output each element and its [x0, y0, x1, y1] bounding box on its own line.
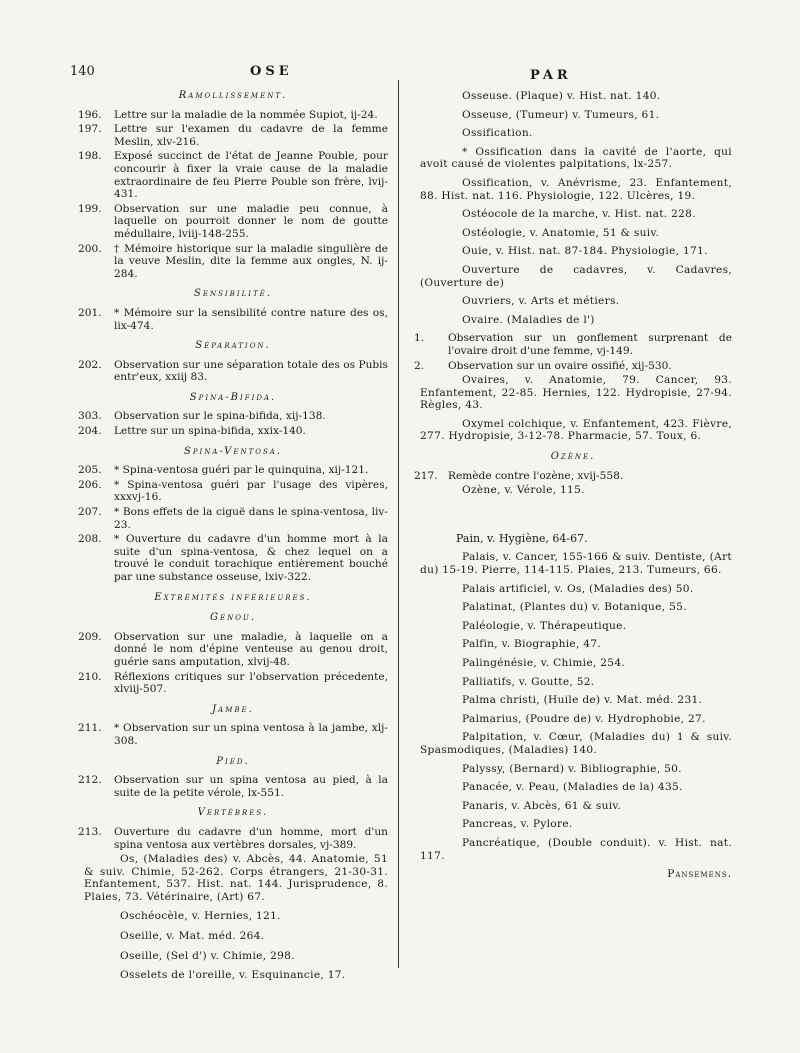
column-divider	[398, 80, 399, 968]
running-header	[60, 64, 740, 86]
observation-text: * Bons effets de la ciguë dans le spina-ventosa, liv-23.	[114, 506, 388, 531]
observation-number: 196.	[78, 108, 102, 121]
observation-item	[78, 123, 388, 148]
index-entry: Ossification.	[462, 127, 533, 140]
observation-number: 213.	[78, 825, 102, 838]
left-column	[78, 90, 388, 989]
section-heading: Spina-Ventosa.	[183, 445, 283, 457]
section-heading: Vertèbres.	[197, 807, 269, 819]
observation-item	[78, 203, 388, 241]
index-entry: Palma christi, (Huile de) v. Mat. méd. 231.	[462, 694, 703, 707]
index-entry: Ovaire. (Maladies de l')	[462, 313, 595, 326]
observation-number: 206.	[78, 478, 102, 491]
observation-text: Lettre sur un spina-bifida, xxix-140.	[114, 425, 306, 438]
observation-item	[414, 332, 732, 357]
index-entry: Panacée, v. Peau, (Maladies de la) 435.	[462, 781, 683, 794]
observation-number: 205.	[78, 464, 102, 477]
index-entry: Palyssy, (Bernard) v. Bibliographie, 50.	[462, 762, 682, 775]
index-entry: Palatinat, (Plantes du) v. Botanique, 55.	[462, 601, 687, 614]
observation-text: Réflexions critiques sur l'observation précedente, xlviij-507.	[114, 670, 388, 696]
index-entry: Pancréatique, (Double conduit). v. Hist. nat. 117.	[420, 836, 732, 862]
observation-text: * Spina-ventosa guéri par l'usage des vipères, xxxvj-16.	[114, 478, 388, 504]
right-column	[414, 90, 732, 881]
observation-item	[78, 150, 388, 200]
observation-item	[78, 243, 388, 281]
observation-number: 199.	[78, 202, 102, 215]
observation-text: Observation sur le spina-bifida, xij-138.	[114, 410, 326, 423]
observation-item	[78, 671, 388, 696]
index-entry: Ouverture de cadavres, v. Cadavres, (Ouverture de)	[420, 263, 732, 289]
observation-item	[78, 722, 388, 747]
observation-number: 204.	[78, 425, 102, 438]
observation-item	[78, 359, 388, 384]
observation-item	[78, 533, 388, 583]
observation-item	[78, 774, 388, 799]
observation-item	[78, 464, 388, 477]
section-heading: Genou.	[209, 612, 257, 624]
index-entry: Osseuse. (Plaque) v. Hist. nat. 140.	[462, 90, 661, 102]
observation-text: Lettre sur l'examen du cadavre de la femme Meslin, xlv-216.	[114, 123, 388, 148]
index-entry: Oseille, (Sel d') v. Chimie, 298.	[120, 949, 295, 962]
observation-number: 303.	[78, 410, 102, 423]
section-heading: Spina-Bifida.	[189, 391, 277, 403]
observation-item	[78, 826, 388, 851]
catchword: Pansemens.	[667, 868, 732, 881]
observation-text: Observation sur une séparation totale des os Pubis entr'eux, xxiij 83.	[114, 358, 388, 384]
observation-text: Ouverture du cadavre d'un homme, mort d'un spina ventosa aux vertèbres dorsales, vj-389.	[114, 825, 388, 851]
observation-number: 200.	[78, 242, 102, 255]
observation-text: * Mémoire sur la sensibilité contre nature des os, lix-474.	[114, 306, 388, 332]
index-entry: Osselets de l'oreille, v. Esquinancie, 17.	[120, 969, 346, 982]
index-entry: Ostéologie, v. Anatomie, 51 & suiv.	[462, 226, 660, 239]
right-running-head: PAR	[530, 68, 572, 83]
observation-item	[78, 631, 388, 669]
left-running-head: OSE	[250, 64, 293, 79]
observation-item	[78, 307, 388, 332]
section-heading: Extrémités inférieures.	[154, 591, 312, 603]
index-entry: Palais, v. Cancer, 155-166 & suiv. Dentiste, (Art du) 15-19. Pierre, 114-115. Plaies, 213. Tumeurs, 66.	[420, 551, 732, 577]
observation-text: Remède contre l'ozène, xvij-558.	[448, 469, 624, 482]
observation-number: 207.	[78, 506, 102, 519]
index-entry: Os, (Maladies des) v. Abcès, 44. Anatomie, 51 & suiv. Chimie, 52-262. Corps étrangers, 21-30-31. Enfantement, 537. Hist. nat. 144. Jurisprudence, 8. Plaies, 73. Vétérinaire, (Art) 67.	[84, 853, 388, 903]
observation-number: 210.	[78, 670, 102, 683]
observation-text: Observation sur une maladie peu connue, à laquelle on pourroit donner le nom de goutte médullaire, lviij-148-255.	[114, 202, 388, 240]
index-entry: Ovaires, v. Anatomie, 79. Cancer, 93. Enfantement, 22-85. Hernies, 122. Hydropisie, 27-94. Règles, 43.	[420, 374, 732, 412]
observation-text: Observation sur un ovaire ossifié, xij-530.	[448, 359, 672, 372]
section-heading: Ramollissement.	[178, 90, 288, 101]
index-entry: Palingénésie, v. Chimie, 254.	[462, 657, 626, 669]
observation-number: 197.	[78, 123, 102, 136]
index-entry: Palpitation, v. Cœur, (Maladies du) 1 & suiv. Spasmodiques, (Maladies) 140.	[420, 731, 732, 756]
index-entry: Ouie, v. Hist. nat. 87-184. Physiologie, 171.	[462, 245, 708, 258]
index-entry: Paléologie, v. Thérapeutique.	[462, 619, 627, 632]
index-entry: * Ossification dans la cavité de l'aorte, qui avoit causé de violentes palpitations, lx-257.	[420, 145, 732, 171]
letter-section-start: Pain, v. Hygiène, 64-67.	[456, 531, 588, 545]
observation-item	[78, 109, 388, 122]
observation-item	[78, 506, 388, 531]
observation-item	[78, 425, 388, 438]
observation-text: Lettre sur la maladie de la nommée Supiot, ij-24.	[114, 108, 378, 121]
index-entry: Oschéocèle, v. Hernies, 121.	[120, 910, 281, 923]
observation-text: Exposé succinct de l'état de Jeanne Pouble, pour concourir à fixer la vraie cause de la maladie extraordinaire de feu Pierre Pouble son frère, lvij-431.	[114, 150, 388, 201]
section-heading: Sensibilité.	[194, 288, 272, 300]
page-number: 140	[70, 64, 95, 79]
observation-text: * Ouverture du cadavre d'un homme mort à la suite d'un spina-ventosa, & chez lequel on a trouvé le conduit torachique entièrement bouché par une substance osseuse, lxiv-322.	[114, 533, 388, 583]
observation-text: Observation sur un gonflement surprenant de l'ovaire droit d'une femme, vj-149.	[448, 332, 732, 357]
index-entry: Ossification, v. Anévrisme, 23. Enfantement, 88. Hist. nat. 116. Physiologie, 122. Ulcères, 19.	[420, 176, 732, 202]
section-heading: Ozène.	[550, 451, 596, 463]
observation-text: Observation sur un spina ventosa au pied, à la suite de la petite vérole, lx-551.	[114, 774, 388, 799]
observation-item	[414, 360, 732, 373]
observation-item	[414, 470, 732, 483]
index-entry: Oseille, v. Mat. méd. 264.	[120, 930, 265, 943]
observation-number: 217.	[414, 469, 438, 482]
observation-number: 209.	[78, 630, 102, 643]
observation-number: 202.	[78, 358, 102, 371]
index-entry: Palliatifs, v. Goutte, 52.	[462, 675, 595, 688]
observation-number: 201.	[78, 306, 102, 319]
index-entry: Ostéocole de la marche, v. Hist. nat. 228.	[462, 208, 696, 221]
observation-text: Observation sur une maladie, à laquelle on a donné le nom d'épine venteuse au genou droit, guérie sans amputation, xlvij-48.	[114, 630, 388, 668]
observation-number: 208.	[78, 533, 102, 546]
observation-number: 2.	[414, 359, 425, 372]
index-entry: Oxymel colchique, v. Enfantement, 423. Fièvre, 277. Hydropisie, 3-12-78. Pharmacie, 57. Toux, 6.	[420, 417, 732, 443]
index-entry: Palfin, v. Biographie, 47.	[462, 638, 602, 651]
section-heading: Jambe.	[212, 703, 254, 715]
index-entry: Palais artificiel, v. Os, (Maladies des) 50.	[462, 582, 694, 595]
observation-text: * Observation sur un spina ventosa à la jambe, xlj-308.	[114, 722, 388, 747]
observation-item	[78, 410, 388, 423]
observation-number: 198.	[78, 150, 102, 163]
index-entry: Ozène, v. Vérole, 115.	[462, 484, 585, 497]
observation-text: * Spina-ventosa guéri par le quinquina, xij-121.	[114, 464, 369, 477]
section-heading: Pied.	[216, 755, 250, 767]
observation-number: 1.	[414, 332, 425, 345]
index-entry: Pancreas, v. Pylore.	[462, 818, 573, 831]
observation-text: † Mémoire historique sur la maladie singulière de la veuve Meslin, dite la femme aux ongles, N. ij-284.	[114, 242, 388, 280]
section-heading: Séparation.	[195, 340, 271, 352]
observation-number: 212.	[78, 774, 102, 787]
observation-item	[78, 479, 388, 504]
index-entry: Palmarius, (Poudre de) v. Hydrophobie, 27.	[462, 712, 706, 725]
observation-number: 211.	[78, 722, 102, 735]
index-entry: Osseuse, (Tumeur) v. Tumeurs, 61.	[462, 108, 660, 121]
index-entry: Panaris, v. Abcès, 61 & suiv.	[462, 799, 622, 812]
index-entry: Ouvriers, v. Arts et métiers.	[462, 295, 620, 308]
